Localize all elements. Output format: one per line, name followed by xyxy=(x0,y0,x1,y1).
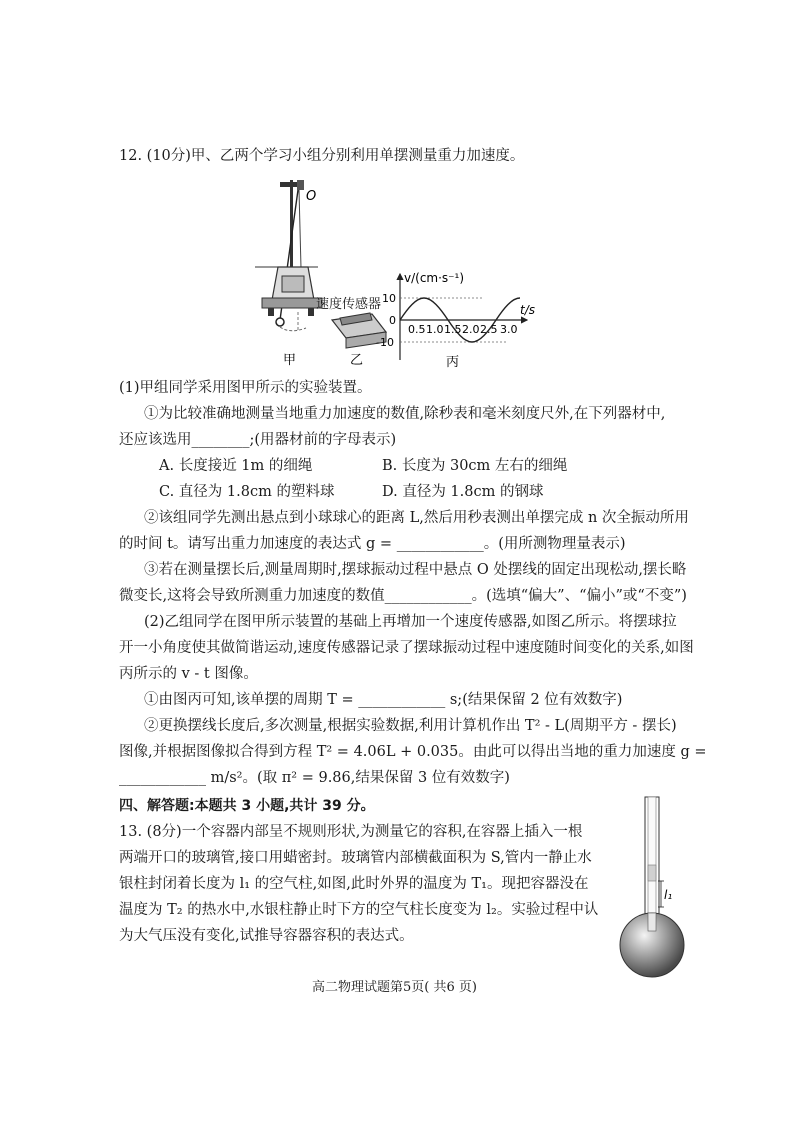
option-a: A. 长度接近 1m 的细绳 xyxy=(159,458,313,474)
option-c: C. 直径为 1.8cm 的塑料球 xyxy=(159,484,335,500)
p2-line2: 开一小角度使其做简谐运动,速度传感器记录了摆球振动过程中速度随时间变化的关系,如图 xyxy=(119,640,694,656)
x-tick: 1.0 xyxy=(426,323,444,336)
x-tick: 1.5 xyxy=(444,323,462,336)
label-O: O xyxy=(306,189,317,204)
mercury-column xyxy=(648,865,656,881)
q13-line2: 两端开口的玻璃管,接口用蜡密封。玻璃管内部横截面积为 S,管内一静止水 xyxy=(119,850,592,866)
caption-jia: 甲 xyxy=(283,353,297,368)
q12-title: 12. (10分)甲、乙两个学习小组分别利用单摆测量重力加速度。 xyxy=(119,148,525,164)
p2-q1: ①由图丙可知,该单摆的周期 T = ____________ s;(结果保留 2 位有效数字) xyxy=(144,692,623,708)
x-tick: 2.0 xyxy=(462,323,480,336)
y-tick-0: 0 xyxy=(389,314,396,327)
p1-q3-line2: 微变长,这将会导致所测重力加速度的数值____________。(选填“偏大”、“偏小”或“不变”) xyxy=(119,588,687,604)
q13-line3: 银柱封闭着长度为 l₁ 的空气柱,如图,此时外界的温度为 T₁。现把容器没在 xyxy=(119,876,589,892)
y-axis-label: v/(cm·s⁻¹) xyxy=(404,271,465,285)
x-tick: 3.0 xyxy=(500,323,518,336)
p2-q2-line3: ____________ m/s²。(取 π² = 9.86,结果保留 3 位有效数字) xyxy=(119,770,510,786)
x-tick: 0.5 xyxy=(408,323,426,336)
p2-line1: (2)乙组同学在图甲所示装置的基础上再增加一个速度传感器,如图乙所示。将摆球拉 xyxy=(144,614,677,630)
option-d: D. 直径为 1.8cm 的钢球 xyxy=(382,484,544,500)
p1-q1-line1: ①为比较准确地测量当地重力加速度的数值,除秒表和毫米刻度尺外,在下列器材中, xyxy=(144,406,666,422)
q13-line4: 温度为 T₂ 的热水中,水银柱静止时下方的空气柱长度变为 l₂。实验过程中认 xyxy=(119,902,599,918)
option-b: B. 长度为 30cm 左右的细绳 xyxy=(382,458,568,474)
label-l1: l₁ xyxy=(664,888,673,902)
pendulum-bob xyxy=(276,318,284,326)
x-tick: 2.5 xyxy=(480,323,498,336)
caption-yi: 乙 xyxy=(350,353,364,368)
container-tube-figure xyxy=(612,795,702,985)
p1-q1-line2: 还应该选用________;(用器材前的字母表示) xyxy=(119,432,397,448)
y-tick-10: 10 xyxy=(382,292,396,305)
y-tick-neg10: -10 xyxy=(376,336,394,349)
q13-line1: 13. (8分)一个容器内部呈不规则形状,为测量它的容积,在容器上插入一根 xyxy=(119,824,583,840)
section-heading: 四、解答题:本题共 3 小题,共计 39 分。 xyxy=(119,798,375,814)
p2-q2-line2: 图像,并根据图像拟合得到方程 T² = 4.06L + 0.035。由此可以得出当地的重力加速度 g = xyxy=(119,744,707,760)
part1-intro: (1)甲组同学采用图甲所示的实验装置。 xyxy=(119,380,372,396)
p2-line3: 丙所示的 v - t 图像。 xyxy=(119,666,258,682)
q13-line5: 为大气压没有变化,试推导容器容积的表达式。 xyxy=(119,928,414,944)
p1-q3-line1: ③若在测量摆长后,测量周期时,摆球振动过程中悬点 O 处摆线的固定出现松动,摆长略 xyxy=(144,562,687,578)
stand-base xyxy=(262,298,322,308)
x-axis-label: t/s xyxy=(520,303,535,317)
p1-q2-line2: 的时间 t。请写出重力加速度的表达式 g = ____________。(用所测物理量表示) xyxy=(119,536,626,552)
p1-q2-line1: ②该组同学先测出悬点到小球球心的距离 L,然后用秒表测出单摆完成 n 次全振动所用 xyxy=(144,510,689,526)
sensor-label: 速度传感器 xyxy=(316,297,382,312)
p2-q2-line1: ②更换摆线长度后,多次测量,根据实验数据,利用计算机作出 T² - L(周期平方 - 摆长) xyxy=(144,718,677,734)
vt-graph xyxy=(372,268,542,372)
page-footer: 高二物理试题第5页( 共6 页) xyxy=(312,980,477,995)
caption-bing: 丙 xyxy=(446,355,460,370)
